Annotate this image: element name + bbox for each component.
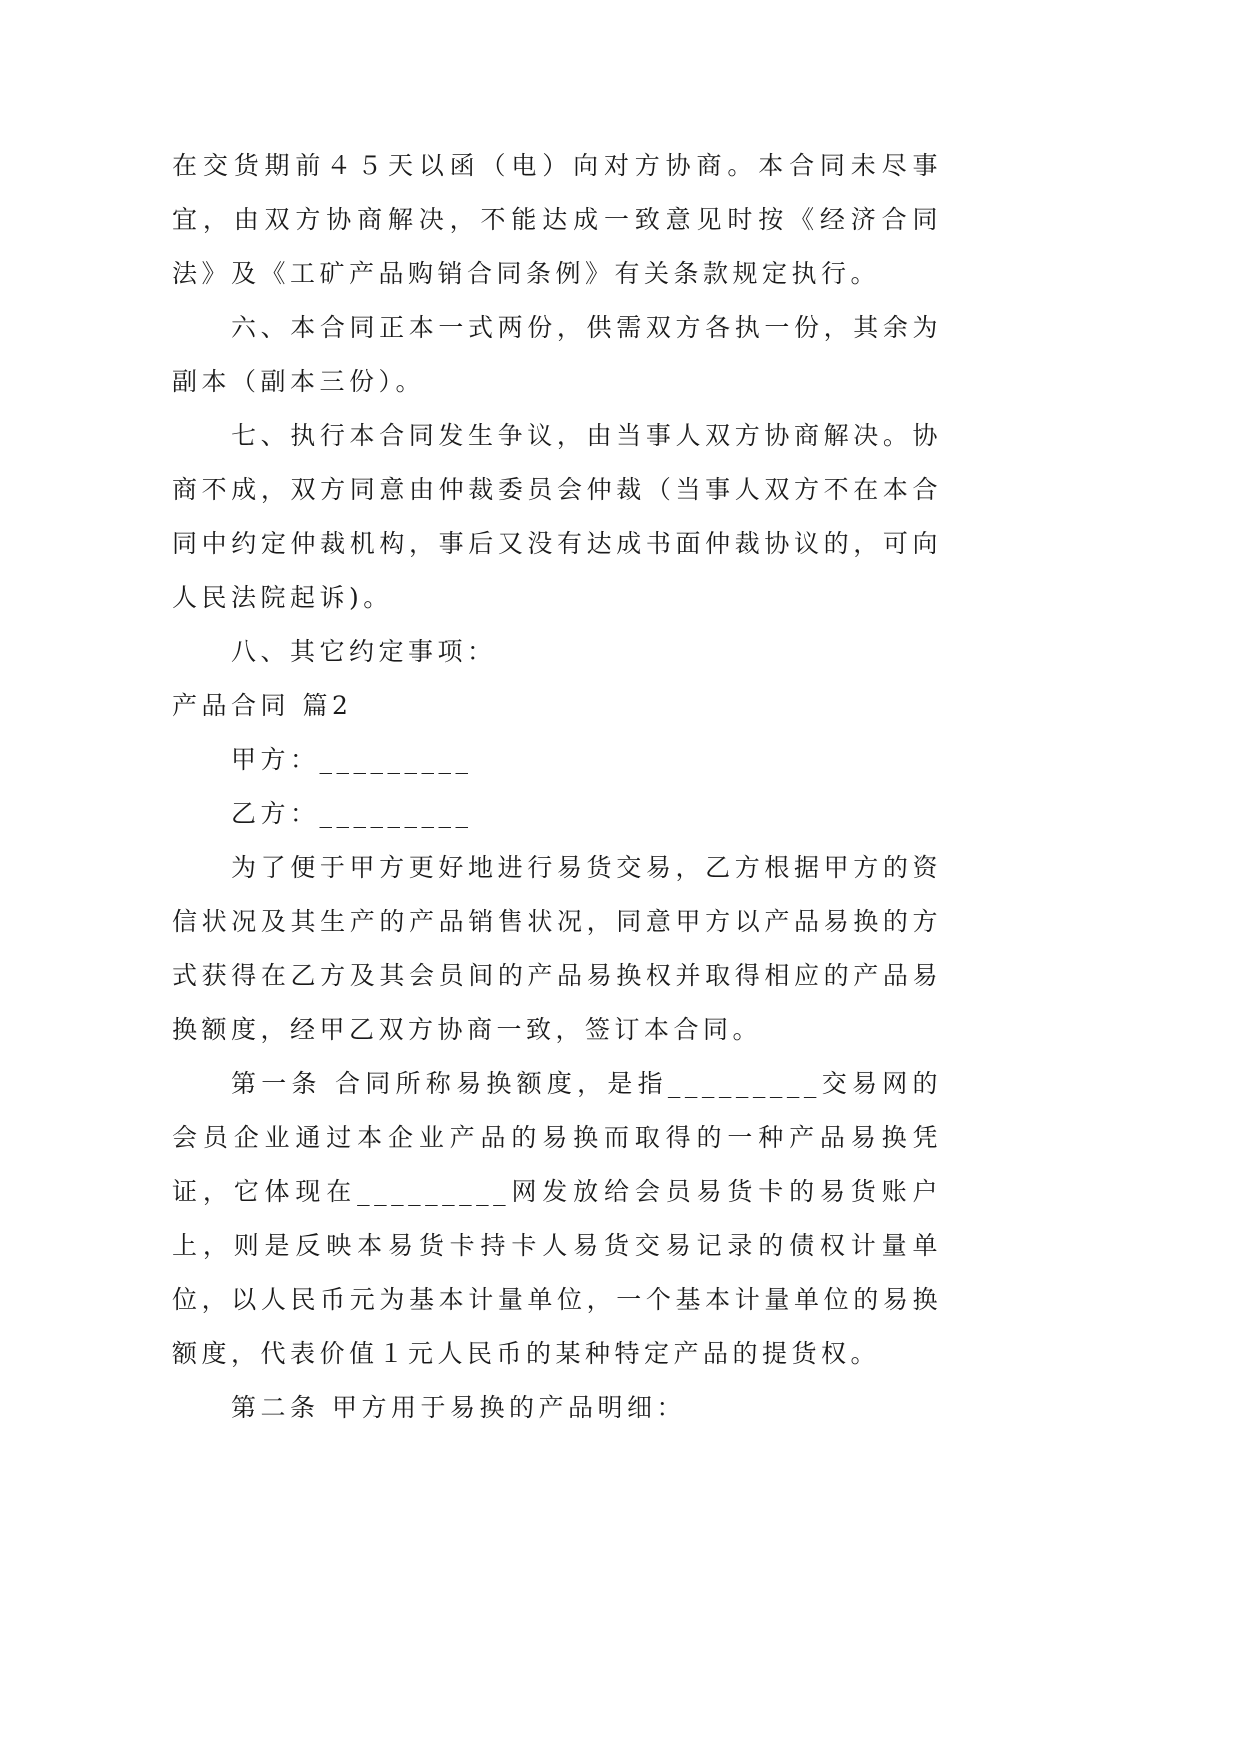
- paragraph-intro: 为了便于甲方更好地进行易货交易，乙方根据甲方的资信状况及其生产的产品销售状况，同意甲方以产品易换的方式获得在乙方及其会员间的产品易换权并取得相应的产品易换额度，经甲乙双方协商一致，签订本合同。: [172, 853, 942, 1044]
- paragraph-article-one: 第一条 合同所称易换额度，是指_________交易网的会员企业通过本企业产品的易换而取得的一种产品易换凭证，它体现在_________网发放给会员易货卡的易货账户上，则是反映本易货卡持卡人易货交易记录的债权计量单位，以人民币元为基本计量单位，一个基本计量单位的易换额度，代表价值１元人民币的某种特定产品的提货权。: [172, 1069, 942, 1368]
- party-a-line: 甲方：_________: [231, 745, 473, 774]
- paragraph-clause-seven: 七、执行本合同发生争议，由当事人双方协商解决。协商不成，双方同意由仲裁委员会仲裁（当事人双方不在本合同中约定仲裁机构，事后又没有达成书面仲裁协议的，可向人民法院起诉)。: [172, 421, 942, 612]
- document-body: [172, 139, 942, 1435]
- party-b-line: 乙方：_________: [231, 799, 473, 828]
- paragraph-clause-six: 六、本合同正本一式两份，供需双方各执一份，其余为副本（副本三份）。: [172, 313, 942, 396]
- section-heading: 产品合同 篇2: [172, 691, 353, 720]
- paragraph-continuation: 在交货期前４５天以函（电）向对方协商。本合同未尽事宜，由双方协商解决，不能达成一致意见时按《经济合同法》及《工矿产品购销合同条例》有关条款规定执行。: [172, 151, 942, 288]
- paragraph-article-two: 第二条 甲方用于易换的产品明细：: [231, 1393, 686, 1422]
- paragraph-clause-eight: 八、其它约定事项：: [231, 637, 497, 666]
